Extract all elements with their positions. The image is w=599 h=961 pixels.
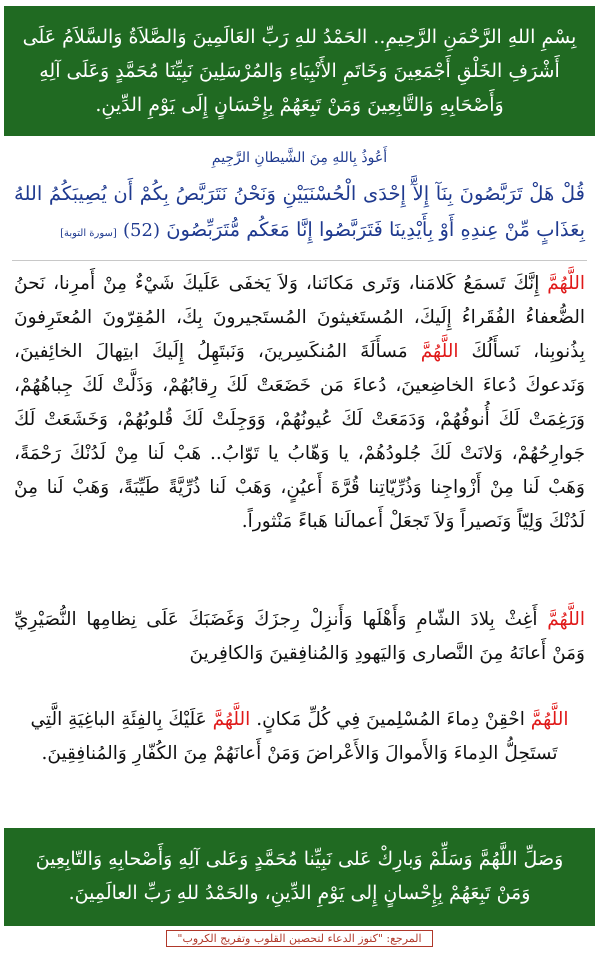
dua-paragraph-3: [0, 703, 599, 783]
dua-paragraph-2: [0, 603, 599, 689]
ayah-number: (52): [123, 220, 160, 241]
allahumma-word: اللَّهُمَّ: [547, 609, 585, 630]
allahumma-word: اللَّهُمَّ: [212, 709, 257, 730]
allahumma-word: اللَّهُمَّ: [420, 341, 472, 362]
reference-line: [0, 930, 599, 947]
divider: [12, 260, 587, 261]
dua-text: عَلَيْكَ بِالفِئَةِ الباغِيَةِ الَّتِي تَستَحِلُّ الدِماءَ وَالأَموالَ وَالأَعْراضَ وَمَنْ أَعانَهُمْ مِنَ الكُفّارِ وَالمُنافِقِينَ.: [30, 709, 558, 764]
allahumma-word: اللَّهُمَّ: [547, 273, 585, 294]
document-page: [0, 6, 599, 961]
dua-paragraph-1: [0, 267, 599, 589]
surah-name: [سورة التوبة]: [60, 228, 117, 239]
quran-verse: [0, 174, 599, 258]
header-banner-text: بِسْمِ اللهِ الرَّحْمَنِ الرَّحِيمِ.. الحَمْدُ للهِ رَبِّ العَالَمِينَ وَالصَّلاَةُ وَالسَّلاَمُ عَلَى أَشْرَفِ الخَلْقِ أَجْمَعِينَ وَخَاتَمِ الأَنْبِيَاءِ وَالمُرْسَلِينَ نَبِيِّنَا مُحَمَّدٍ وَعَلَى آلِهِ وَأَصْحَابِهِ وَالتَّابِعِينَ وَمَنْ تَبِعَهُمْ بِإِحْسَانٍ إِلَى يَوْمِ الدِّينِ.: [22, 26, 577, 116]
allahumma-word: اللَّهُمَّ: [530, 709, 569, 730]
dua-text: احْقِنْ دِماءَ المُسْلِمينَ فِي كُلِّ مَكانٍ.: [256, 709, 531, 730]
footer-banner: [4, 828, 595, 926]
dua-text: إِنَّكَ تَسمَعُ كَلامَنا، وَتَرى مَكانَنا، وَلاَ يَخفَى عَلَيكَ شَيْءٌ مِنْ أَمرِنا، نَحنُ الضُّعفاءُ الفُقَراءُ إِلَيكَ، المُستَغيثونَ المُستَجيرونَ بِكَ، المُقِرّونَ المُعتَرِفونَ بِذُنوبِنا، نَسأَلُكَ: [14, 273, 585, 362]
dua-text: أَغِثْ بِلادَ الشّامِ وَأَهْلَها وَأَنزِلْ رِجزَكَ وَغَضَبَكَ عَلَى نِظامِها النُّصَيْرِيِّ وَمَنْ أَعانَهُ مِنَ النَّصارى وَاليَهودِ وَالمُنافِقينَ وَالكافِرينَ: [14, 609, 585, 664]
header-banner: [4, 6, 595, 136]
reference-text: المرجع: "كنوز الدعاء لتحصين القلوب وتفريج الكروب": [166, 930, 432, 947]
footer-banner-text: وَصَلِّ اللَّهُمَّ وَسَلِّمْ وَبارِكْ عَلى نَبِيِّنا مُحَمَّدٍ وَعَلى آلِهِ وَأَصْحابِهِ وَالتّابِعِينَ وَمَنْ تَبِعَهُمْ بِإِحْسانٍ إِلى يَوْمِ الدِّينِ، والحَمْدُ للهِ رَبِّ العالَمِينَ.: [35, 848, 564, 904]
quran-verse-text: قُلْ هَلْ تَرَبَّصُونَ بِنَآ إِلآَّ إِحْدَى الْحُسْنَيَيْنِ وَنَحْنُ نَتَرَبَّصُ بِكُمْ أَن يُصِيبَكُمُ اللهُ بِعَذَابٍ مِّنْ عِندِهِ أَوْ بِأَيْدِينَا فَتَرَبَّصُوا إِنَّا مَعَكُم مُّتَرَبِّصُونَ: [14, 182, 585, 241]
dua-text: مَسأَلَةَ المُنكَسِرينَ، وَنَبتَهِلُ إِلَيكَ ابتِهالَ الخائِفينَ، وَنَدعوكَ دُعاءَ الخاضِعينَ، دُعاءَ مَن خَضَعَتْ لَكَ رِقابُهُمْ، وَذَلَّتْ لَكَ جِباهُهُمْ، وَرَغِمَتْ لَكَ أُنوفُهُمْ، وَدَمَعَتْ لَكَ عُيونُهُمْ، وَوَجِلَتْ لَكَ قُلوبُهُمْ، وَخَشَعَتْ لَكَ جَوارِحُهُمْ، وَلانَتْ لَكَ جُلودُهُمْ، يا وَهّابُ يا تَوّابُ.. هَبْ لَنا مِنْ لَدُنْكَ رَحْمَةً، وَهَبْ لَنا مِنْ أَزْواجِنا وَذُرِّيّاتِنا قُرَّةَ أَعيُنٍ، وَهَبْ لَنا ذُرِّيَّةً طَيِّبَةً، وَهَبْ لَنا مِنْ لَدُنْكَ وَلِيّاً وَنَصيراً وَلاَ تَجعَلْ أَعمالَنا هَباءً مَنْثوراً.: [14, 341, 585, 532]
taawudh-line: أَعُوذُ بِاللهِ مِنَ الشَّيطانِ الرَّجِيمِ: [211, 150, 388, 166]
